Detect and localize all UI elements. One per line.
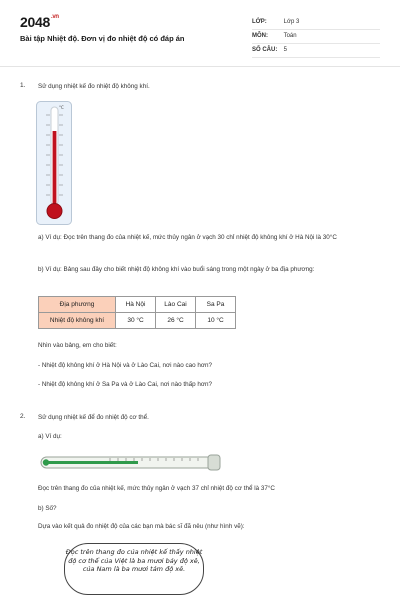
question-1-example-a: a) Ví dụ: Đọc trên thang đo của nhiệt kế, mức thủy ngân ở vạch 30 chỉ nhiệt độ không khí ở Hà Nội là 30°C xyxy=(38,234,337,241)
header-divider xyxy=(0,66,400,67)
table-header-cell: Hà Nội xyxy=(116,297,156,313)
air-thermometer-image xyxy=(36,101,72,230)
table-cell: 30 °C xyxy=(116,313,156,329)
logo-suffix: .vn xyxy=(50,14,59,20)
question-1-prompt: Sử dụng nhiệt kế đo nhiệt độ không khí. xyxy=(38,83,150,90)
question-1-number: 1. xyxy=(20,82,26,89)
question-1-item-1: - Nhiệt độ không khí ở Hà Nội và ở Lào Cai, nơi nào cao hơn? xyxy=(38,362,213,369)
table-cell: 10 °C xyxy=(196,313,236,329)
thermometer-unit-label: °C xyxy=(59,105,64,110)
meta-count-row xyxy=(252,44,380,58)
meta-subject-label: MÔN: xyxy=(252,33,268,39)
question-2-prompt: Sử dụng nhiệt kế để đo nhiệt độ cơ thể. xyxy=(38,414,149,421)
body-thermometer-image xyxy=(40,452,222,479)
question-1-note: Nhìn vào bảng, em cho biết: xyxy=(38,342,117,349)
table-header-cell: Lào Cai xyxy=(156,297,196,313)
table-row xyxy=(39,313,236,329)
site-logo[interactable] xyxy=(20,14,59,30)
meta-subject-row xyxy=(252,30,380,44)
table-header-row xyxy=(39,297,236,313)
question-2-instruction: Dựa vào kết quả đo nhiệt độ của các bạn mà bác sĩ đã nêu (như hình vẽ): xyxy=(38,523,245,530)
doctor-speech-bubble: Đọc trên thang đo của nhiệt kế thấy nhiệt độ cơ thể của Việt là ba mươi bảy độ xê, của Nam là ba mươi tám độ xê. xyxy=(64,543,204,595)
meta-class-row xyxy=(252,16,380,30)
question-2-number: 2. xyxy=(20,413,26,420)
meta-count-value: 5 xyxy=(283,47,288,53)
question-1-item-2: - Nhiệt độ không khí ở Sa Pa và ở Lào Cai, nơi nào thấp hơn? xyxy=(38,381,213,388)
table-cell: 26 °C xyxy=(156,313,196,329)
question-2-reading: Đọc trên thang đo của nhiệt kế, mức thủy ngân ở vạch 37 chỉ nhiệt độ cơ thể là 37°C xyxy=(38,485,275,492)
table-header-cell: Địa phương xyxy=(39,297,116,313)
table-header-cell: Sa Pa xyxy=(196,297,236,313)
temperature-table xyxy=(38,296,236,329)
question-2-example-b: b) Số? xyxy=(38,505,57,512)
table-cell: Nhiệt độ không khí xyxy=(39,313,116,329)
question-1-example-b: b) Ví dụ: Bảng sau đây cho biết nhiệt độ không khí vào buổi sáng trong một ngày ở ba địa phương: xyxy=(38,266,315,273)
logo-text: 2048 xyxy=(20,14,50,30)
body-thermometer-icon xyxy=(40,452,222,474)
meta-subject-value: Toán xyxy=(283,33,297,39)
meta-class-label: LỚP: xyxy=(252,19,267,25)
page-title: Bài tập Nhiệt độ. Đơn vị đo nhiệt độ có đáp án xyxy=(20,34,185,43)
meta-count-label: SỐ CÂU: xyxy=(252,47,278,53)
question-2-example-a: a) Ví dụ: xyxy=(38,433,62,440)
air-thermometer-icon xyxy=(36,101,72,225)
meta-class-value: Lớp 3 xyxy=(283,19,300,25)
